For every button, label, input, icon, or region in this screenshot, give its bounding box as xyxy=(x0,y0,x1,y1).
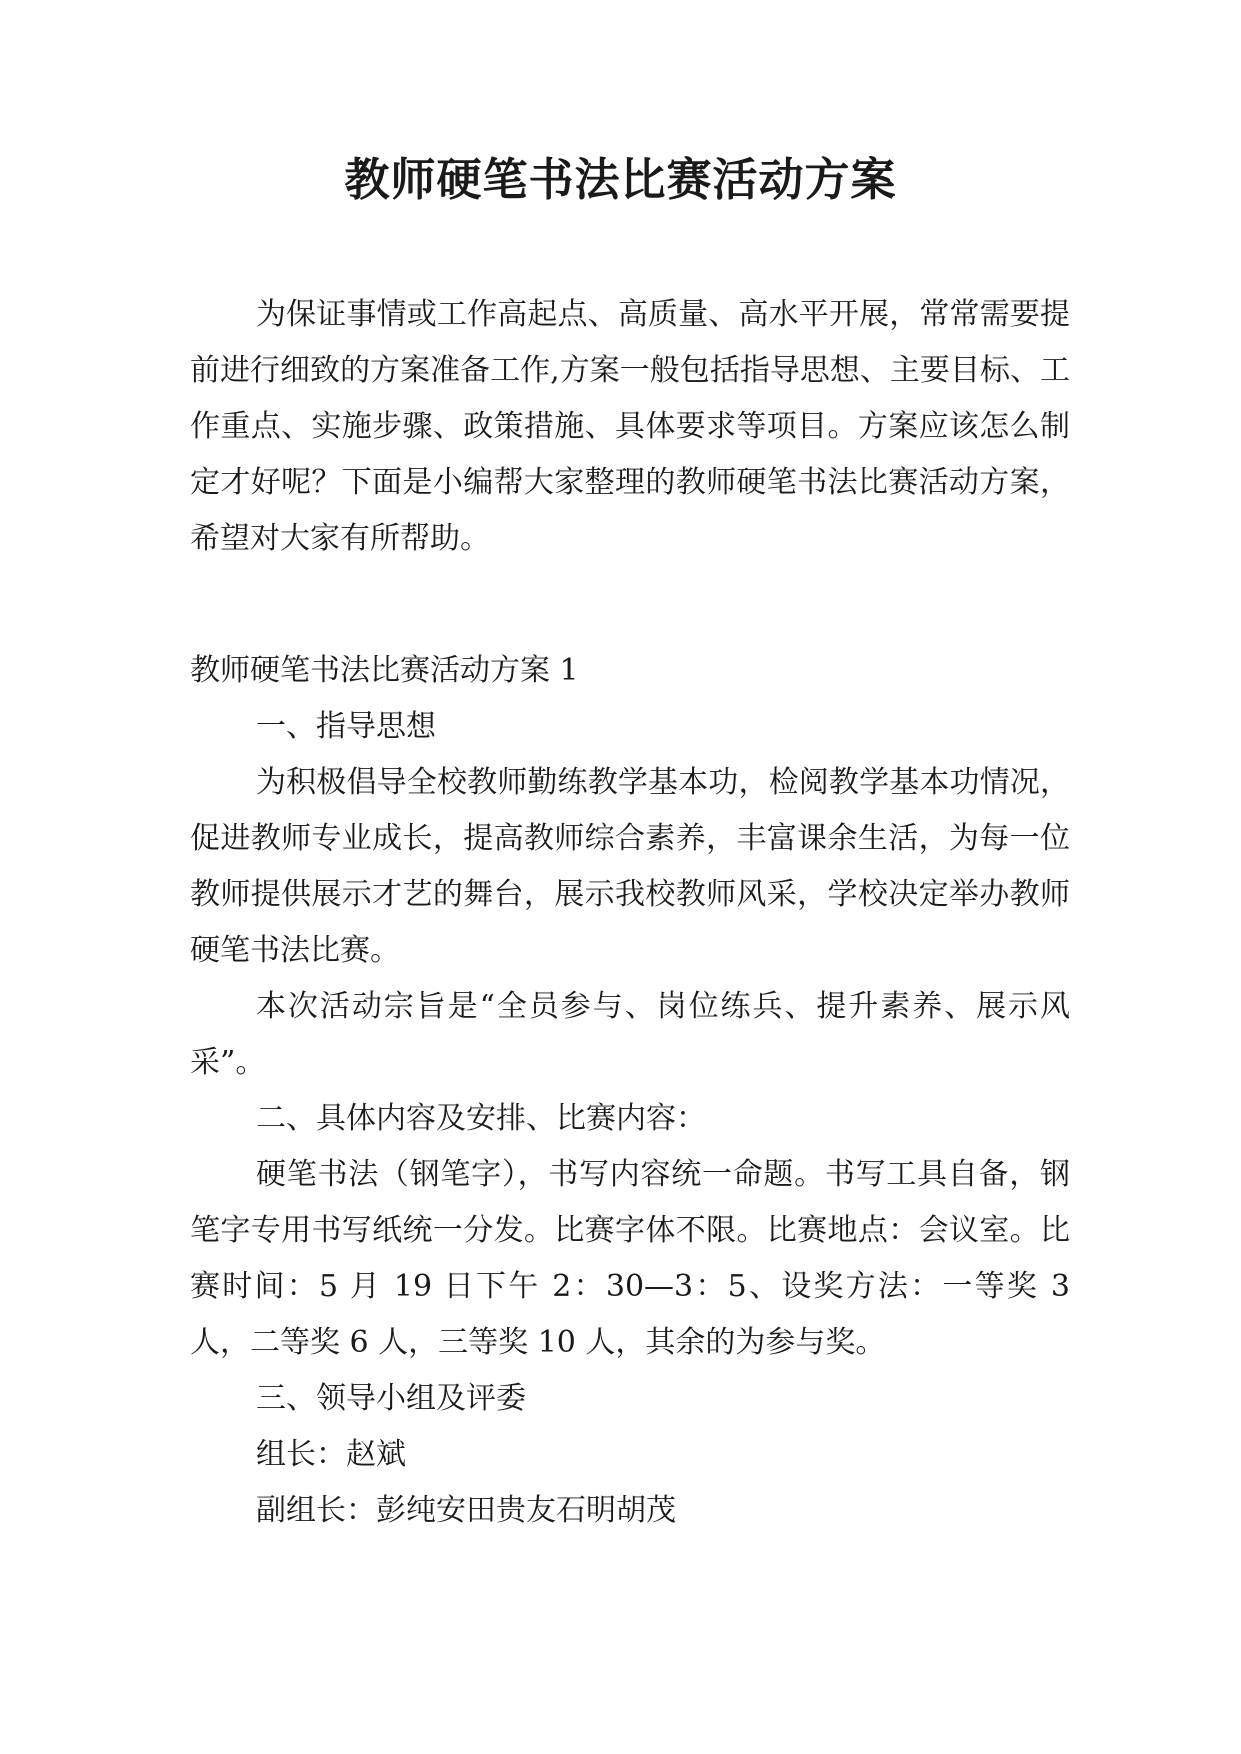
heading-leadership-judges: 三、领导小组及评委 xyxy=(256,1381,526,1416)
paragraph-activity-purpose: 本次活动宗旨是“全员参与、岗位练兵、提升素养、展示风采”。 xyxy=(190,989,1070,1080)
paragraph-guiding-thought: 为积极倡导全校教师勤练教学基本功，检阅教学基本功情况，促进教师专业成长，提高教师综合素养，丰富课余生活，为每一位教师提供展示才艺的舞台，展示我校教师风采，学校决定举办教师硬笔书法比赛。 xyxy=(190,765,1070,968)
paragraph-deputy-leaders: 副组长：彭纯安田贵友石明胡茂 xyxy=(256,1493,676,1528)
intro-paragraph: 为保证事情或工作高起点、高质量、高水平开展，常常需要提前进行细致的方案准备工作,方案一般包括指导思想、主要目标、工作重点、实施步骤、政策措施、具体要求等项目。方案应该怎么制定才好呢？下面是小编帮大家整理的教师硬笔书法比赛活动方案，希望对大家有所帮助。 xyxy=(190,297,1070,556)
heading-guiding-thought: 一、指导思想 xyxy=(256,709,436,744)
document-title: 教师硬笔书法比赛活动方案 xyxy=(344,153,897,206)
section-title: 教师硬笔书法比赛活动方案 1 xyxy=(190,653,579,688)
intro-block xyxy=(190,287,1070,567)
heading-content-arrangement: 二、具体内容及安排、比赛内容： xyxy=(256,1101,706,1136)
section-block xyxy=(190,643,1070,1539)
paragraph-group-leader: 组长：赵斌 xyxy=(256,1437,406,1472)
paragraph-contest-details: 硬笔书法（钢笔字），书写内容统一命题。书写工具自备，钢笔字专用书写纸统一分发。比赛字体不限。比赛地点：会议室。比赛时间：5 月 19 日下午 2：30—3：5、设奖方法：一等奖 3 人，二等奖 6 人，三等奖 10 人，其余的为参与奖。 xyxy=(190,1157,1070,1360)
